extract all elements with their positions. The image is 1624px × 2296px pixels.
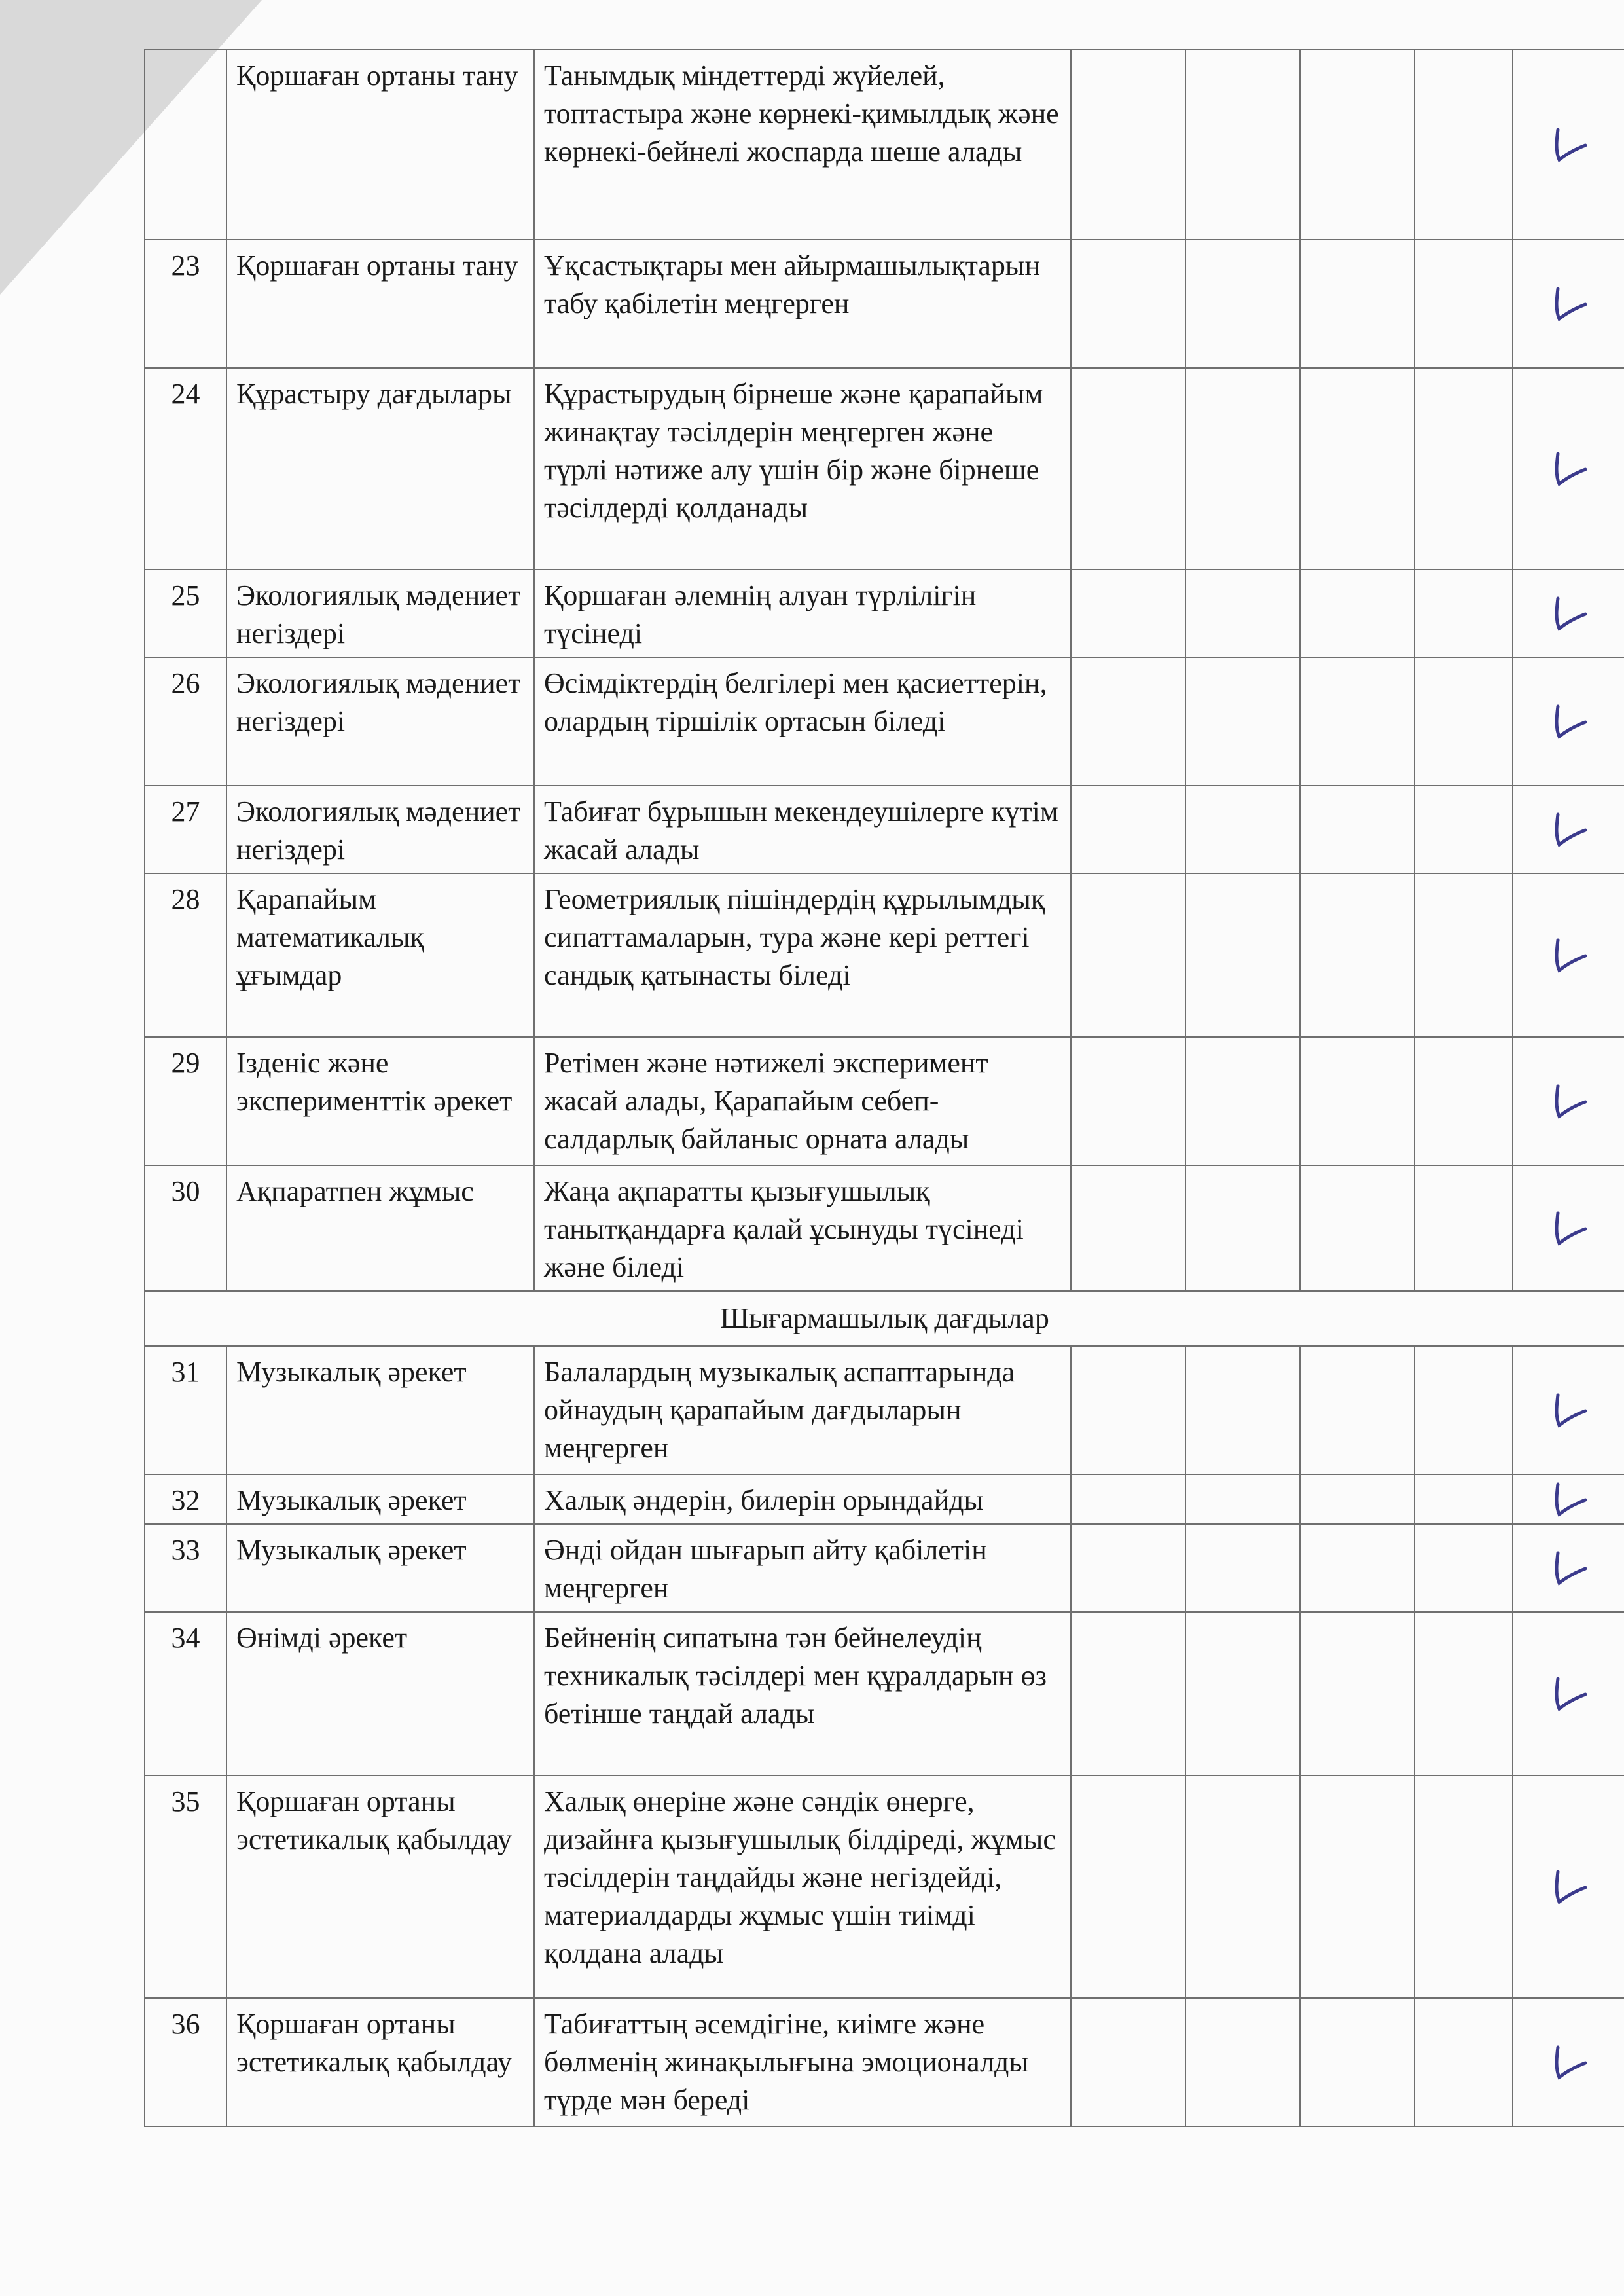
table-body-top	[145, 50, 1624, 1291]
mark-cell	[1513, 570, 1624, 657]
empty-cell	[1185, 657, 1300, 786]
empty-cell	[1185, 873, 1300, 1037]
mark-cell	[1513, 786, 1624, 873]
area-cell: Қарапайым математикалық ұғымдар	[226, 873, 534, 1037]
empty-cell	[1415, 1474, 1513, 1524]
table-row	[145, 1037, 1624, 1165]
area-cell: Қоршаған ортаны тану	[226, 240, 534, 368]
row-number: 25	[145, 570, 226, 657]
empty-cell	[1185, 570, 1300, 657]
empty-cell	[1415, 1612, 1513, 1776]
area-cell: Құрастыру дағдылары	[226, 368, 534, 570]
empty-cell	[1185, 1346, 1300, 1474]
mark-cell	[1513, 873, 1624, 1037]
empty-cell	[1071, 1165, 1185, 1291]
mark-cell	[1513, 368, 1624, 570]
description-cell: Табиғат бұрышын мекендеушілерге күтім жасай алады	[534, 786, 1071, 873]
empty-cell	[1300, 1524, 1415, 1612]
row-number: 34	[145, 1612, 226, 1776]
row-number: 30	[145, 1165, 226, 1291]
area-cell: Музыкалық әрекет	[226, 1346, 534, 1474]
empty-cell	[1185, 786, 1300, 873]
area-cell: Қоршаған ортаны тану	[226, 50, 534, 240]
assessment-table	[144, 49, 1624, 2127]
row-number: 27	[145, 786, 226, 873]
table-row	[145, 786, 1624, 873]
empty-cell	[1300, 368, 1415, 570]
empty-cell	[1185, 1037, 1300, 1165]
table-row	[145, 1346, 1624, 1474]
empty-cell	[1415, 570, 1513, 657]
table-body-bottom	[145, 1346, 1624, 2126]
row-number: 36	[145, 1998, 226, 2126]
area-cell: Экологиялық мәдениет негіздері	[226, 657, 534, 786]
empty-cell	[1300, 1998, 1415, 2126]
table-row	[145, 50, 1624, 240]
empty-cell	[1071, 240, 1185, 368]
description-cell: Ұқсастықтары мен айырмашылықтарын табу қабілетін меңгерген	[534, 240, 1071, 368]
section-header	[145, 1291, 1624, 1346]
row-number: 29	[145, 1037, 226, 1165]
empty-cell	[1300, 1612, 1415, 1776]
row-number: 32	[145, 1474, 226, 1524]
empty-cell	[1071, 1346, 1185, 1474]
empty-cell	[1300, 1165, 1415, 1291]
mark-cell	[1513, 1776, 1624, 1998]
area-cell: Ақпаратпен жұмыс	[226, 1165, 534, 1291]
empty-cell	[1415, 1037, 1513, 1165]
empty-cell	[1071, 786, 1185, 873]
mark-cell	[1513, 50, 1624, 240]
row-number: 26	[145, 657, 226, 786]
empty-cell	[1415, 1346, 1513, 1474]
empty-cell	[1415, 657, 1513, 786]
empty-cell	[1071, 1037, 1185, 1165]
empty-cell	[1071, 368, 1185, 570]
description-cell: Халық әндерін, билерін орындайды	[534, 1474, 1071, 1524]
table-row	[145, 657, 1624, 786]
table-row	[145, 240, 1624, 368]
description-cell: Әнді ойдан шығарып айту қабілетін меңгерген	[534, 1524, 1071, 1612]
table-row	[145, 1612, 1624, 1776]
empty-cell	[1300, 570, 1415, 657]
check-mark-icon	[1546, 1205, 1592, 1251]
table-row	[145, 368, 1624, 570]
area-cell: Өнімді әрекет	[226, 1612, 534, 1776]
empty-cell	[1185, 1776, 1300, 1998]
empty-cell	[1185, 368, 1300, 570]
mark-cell	[1513, 657, 1624, 786]
mark-cell	[1513, 1346, 1624, 1474]
row-number: 24	[145, 368, 226, 570]
area-cell: Ізденіс және эксперименттік әрекет	[226, 1037, 534, 1165]
empty-cell	[1071, 1524, 1185, 1612]
description-cell: Балалардың музыкалық аспаптарында ойнаудың қарапайым дағдыларын меңгерген	[534, 1346, 1071, 1474]
description-cell: Халық өнеріне және сәндік өнерге, дизайнға қызығушылық білдіреді, жұмыс тәсілдерін таңдайды және негіздейді, материалдарды жұмыс үшін тиімді қолдана алады	[534, 1776, 1071, 1998]
row-number: 23	[145, 240, 226, 368]
mark-cell	[1513, 1998, 1624, 2126]
description-cell: Геометриялық пішіндердің құрылымдық сипаттамаларын, тура және кері реттегі сандық қатынасты біледі	[534, 873, 1071, 1037]
table-row	[145, 1165, 1624, 1291]
description-cell: Құрастырудың бірнеше және қарапайым жинақтау тәсілдерін меңгерген және түрлі нәтиже алу үшін бір және бірнеше тәсілдерді қолданады	[534, 368, 1071, 570]
mark-cell	[1513, 1037, 1624, 1165]
area-cell: Экологиялық мәдениет негіздері	[226, 570, 534, 657]
check-mark-icon	[1546, 1387, 1592, 1433]
empty-cell	[1185, 50, 1300, 240]
check-mark-icon	[1546, 1864, 1592, 1910]
check-mark-icon	[1546, 122, 1592, 168]
empty-cell	[1415, 368, 1513, 570]
row-number	[145, 50, 226, 240]
empty-cell	[1415, 873, 1513, 1037]
check-mark-icon	[1546, 1476, 1592, 1522]
empty-cell	[1300, 873, 1415, 1037]
empty-cell	[1185, 1612, 1300, 1776]
empty-cell	[1300, 657, 1415, 786]
empty-cell	[1300, 1346, 1415, 1474]
area-cell: Экологиялық мәдениет негіздері	[226, 786, 534, 873]
description-cell: Ретімен және нәтижелі эксперимент жасай алады, Қарапайым себеп-салдарлық байланыс орната алады	[534, 1037, 1071, 1165]
description-cell: Қоршаған әлемнің алуан түрлілігін түсінеді	[534, 570, 1071, 657]
empty-cell	[1300, 50, 1415, 240]
empty-cell	[1185, 1165, 1300, 1291]
description-cell: Өсімдіктердің белгілері мен қасиеттерін, олардың тіршілік ортасын біледі	[534, 657, 1071, 786]
empty-cell	[1071, 657, 1185, 786]
empty-cell	[1185, 1474, 1300, 1524]
check-mark-icon	[1546, 446, 1592, 492]
section-row	[145, 1291, 1624, 1346]
empty-cell	[1300, 1776, 1415, 1998]
area-cell: Қоршаған ортаны эстетикалық қабылдау	[226, 1998, 534, 2126]
empty-cell	[1300, 1037, 1415, 1165]
mark-cell	[1513, 1165, 1624, 1291]
empty-cell	[1415, 1776, 1513, 1998]
table-row	[145, 1524, 1624, 1612]
empty-cell	[1415, 50, 1513, 240]
check-mark-icon	[1546, 591, 1592, 636]
mark-cell	[1513, 240, 1624, 368]
row-number: 31	[145, 1346, 226, 1474]
check-mark-icon	[1546, 1545, 1592, 1591]
check-mark-icon	[1546, 2039, 1592, 2085]
check-mark-icon	[1546, 281, 1592, 327]
row-number: 33	[145, 1524, 226, 1612]
empty-cell	[1185, 240, 1300, 368]
mark-cell	[1513, 1612, 1624, 1776]
description-cell: Жаңа ақпаратты қызығушылық танытқандарға қалай ұсынуды түсінеді және біледі	[534, 1165, 1071, 1291]
check-mark-icon	[1546, 807, 1592, 852]
section-title: Шығармашылық дағдылар	[145, 1291, 1624, 1346]
description-cell: Танымдық міндеттерді жүйелей, топтастыра және көрнекі-қимылдық және көрнекі-бейнелі жоспарда шеше алады	[534, 50, 1071, 240]
row-number: 28	[145, 873, 226, 1037]
area-cell: Музыкалық әрекет	[226, 1474, 534, 1524]
empty-cell	[1415, 786, 1513, 873]
empty-cell	[1071, 1474, 1185, 1524]
mark-cell	[1513, 1474, 1624, 1524]
empty-cell	[1300, 1474, 1415, 1524]
empty-cell	[1300, 240, 1415, 368]
empty-cell	[1071, 50, 1185, 240]
empty-cell	[1071, 570, 1185, 657]
empty-cell	[1185, 1998, 1300, 2126]
check-mark-icon	[1546, 1078, 1592, 1124]
table-row	[145, 1776, 1624, 1998]
empty-cell	[1071, 1612, 1185, 1776]
empty-cell	[1415, 240, 1513, 368]
empty-cell	[1300, 786, 1415, 873]
empty-cell	[1415, 1165, 1513, 1291]
area-cell: Қоршаған ортаны эстетикалық қабылдау	[226, 1776, 534, 1998]
description-cell: Бейненің сипатына тән бейнелеудің техникалық тәсілдері мен құралдарын өз бетінше таңдай алады	[534, 1612, 1071, 1776]
table-row	[145, 1998, 1624, 2126]
check-mark-icon	[1546, 1671, 1592, 1717]
empty-cell	[1071, 1776, 1185, 1998]
mark-cell	[1513, 1524, 1624, 1612]
description-cell: Табиғаттың әсемдігіне, киімге және бөлменің жинақылығына эмоционалды түрде мән береді	[534, 1998, 1071, 2126]
area-cell: Музыкалық әрекет	[226, 1524, 534, 1612]
empty-cell	[1415, 1524, 1513, 1612]
empty-cell	[1185, 1524, 1300, 1612]
check-mark-icon	[1546, 932, 1592, 978]
table-row	[145, 570, 1624, 657]
table-row	[145, 873, 1624, 1037]
check-mark-icon	[1546, 699, 1592, 744]
row-number: 35	[145, 1776, 226, 1998]
table-row	[145, 1474, 1624, 1524]
empty-cell	[1071, 1998, 1185, 2126]
empty-cell	[1071, 873, 1185, 1037]
empty-cell	[1415, 1998, 1513, 2126]
